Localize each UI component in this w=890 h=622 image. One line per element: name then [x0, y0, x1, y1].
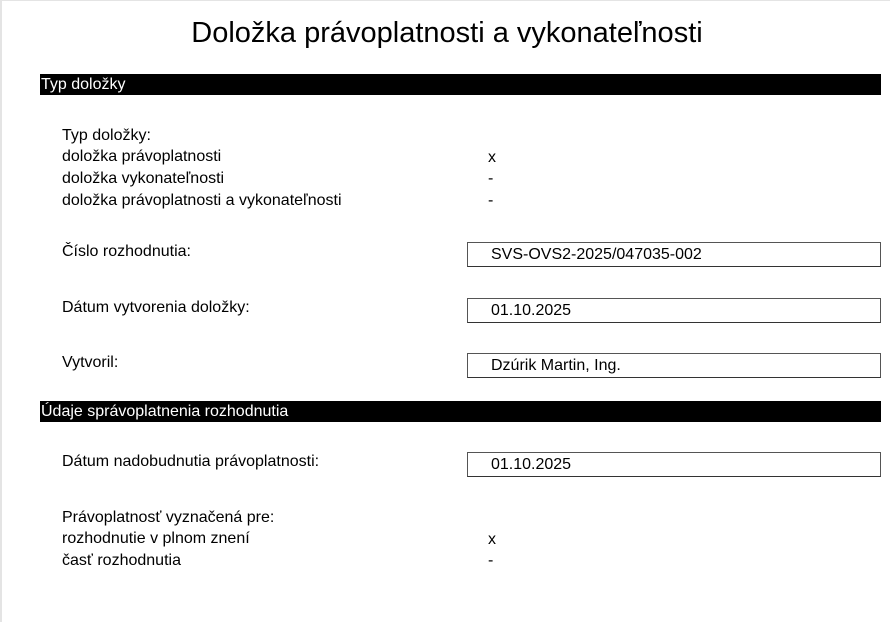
clause-type-label: Typ doložky: — [62, 127, 151, 144]
created-date-field: 01.10.2025 — [467, 298, 881, 323]
option-label-legal-validity: doložka právoplatnosti — [62, 148, 222, 165]
section-header-clause-type: Typ doložky — [40, 74, 881, 95]
effective-date-field: 01.10.2025 — [467, 452, 881, 477]
marked-for-label: Právoplatnosť vyznačená pre: — [62, 509, 275, 526]
decision-number-field: SVS-OVS2-2025/047035-002 — [467, 242, 881, 267]
option-label-full-decision: rozhodnutie v plnom znení — [62, 530, 250, 547]
option-mark-full-decision: x — [488, 531, 496, 548]
created-by-field: Dzúrik Martin, Ing. — [467, 353, 881, 378]
option-label-both: doložka právoplatnosti a vykonateľnosti — [62, 192, 342, 209]
created-date-label: Dátum vytvorenia doložky: — [62, 299, 250, 316]
section-header-validity-data: Údaje správoplatnenia rozhodnutia — [40, 401, 881, 422]
decision-number-label: Číslo rozhodnutia: — [62, 243, 191, 260]
option-label-enforceability: doložka vykonateľnosti — [62, 170, 225, 187]
option-mark-legal-validity: x — [488, 149, 496, 166]
option-mark-both: - — [488, 192, 494, 209]
option-label-partial-decision: časť rozhodnutia — [62, 552, 181, 569]
document-title: Doložka právoplatnosti a vykonateľnosti — [191, 17, 703, 49]
created-by-label: Vytvoril: — [62, 354, 119, 371]
effective-date-label: Dátum nadobudnutia právoplatnosti: — [62, 453, 320, 470]
option-mark-enforceability: - — [488, 170, 494, 187]
option-mark-partial-decision: - — [488, 552, 494, 569]
